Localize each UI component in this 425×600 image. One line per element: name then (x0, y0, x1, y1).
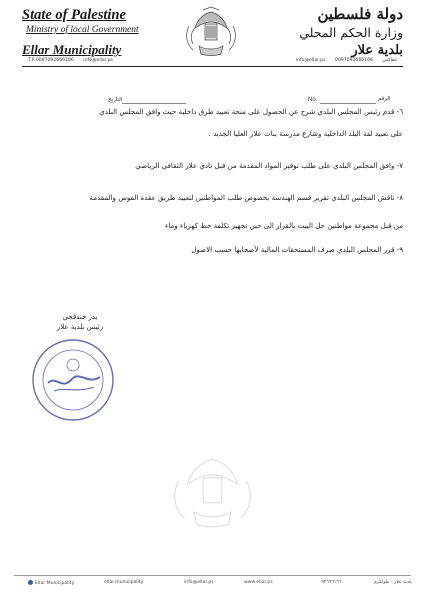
header-ar-email: info@ellar.ps (295, 58, 326, 63)
header-arabic (278, 4, 403, 60)
reference-no-label: No. (308, 97, 318, 103)
item-9: ٩- قرر المجلس البلدي صرف المستحقات المالية لأصحابها حسب الاصول (191, 245, 403, 254)
signatory-title: رئيس بلدية علار (56, 323, 104, 331)
item-8-line-1: ٨- ناقش المجلس البلدي تقرير قسم الهندسة بخصوص طلب المواطنين لتعبيد طريق عقدة القوس والمقدمة (89, 193, 403, 202)
footer-facebook-handle: ellar.municipality (104, 580, 144, 585)
signature-block (40, 312, 120, 332)
header-ar-municipality: بلدية علار (351, 43, 403, 58)
footer-website: www.ellar.ps (244, 580, 273, 585)
header-en-municipality: Ellar Municipality (22, 42, 122, 57)
header-en-email: info@ellar.ps (83, 58, 113, 63)
header-ar-ministry: وزارة الحكم المحلي (299, 25, 403, 40)
palestine-emblem-icon (181, 6, 241, 64)
reference-line (320, 103, 376, 104)
reference-ar-label: الرقم (378, 96, 391, 102)
header-divider (22, 66, 403, 67)
header-en-ministry: Ministry of local Government (26, 25, 139, 35)
header-english (22, 6, 172, 58)
item-7: ٧- وافق المجلس البلدي على طلب توفير المواد المقدمة من قبل نادي علار الثقافي الرياضي (135, 161, 403, 170)
header-contact-ar (292, 58, 401, 64)
footer-phone: ٠٩٢٦٦٦١٦٦ (319, 580, 342, 585)
header-en-phone: T.F 0097092666166 (28, 58, 74, 63)
date-label: التاريخ (108, 97, 123, 103)
item-6-line-1: ٦- قدم رئيس المجلس البلدي شرح عن الحصول على منحة تعبيد طرق داخلية حيث وافق المجلس البلدي (99, 107, 403, 116)
footer (14, 580, 411, 590)
item-8-line-2: من قبل مجموعة مواطنين جل البيت بالقرار الى حين تجهيز تكلفة خط كهرباء وماء (164, 221, 403, 230)
item-6-line-2: على تعبيد لفة البلد الداخلية وشارع مدرسة بنات علار العليا الجديد . (208, 129, 403, 138)
footer-email: info@ellar.ps (184, 580, 214, 585)
header-contact-en (24, 58, 117, 64)
date-line (122, 103, 186, 104)
footer-divider (14, 575, 411, 576)
footer-address: بلدية علار - طولكرم (374, 580, 413, 585)
header-ar-phone-label: تلفاكس (382, 58, 397, 63)
signatory-name: بدر خندقجي (62, 313, 98, 321)
header-ar-phone: 0097092666166 (334, 58, 373, 63)
letter-body (26, 107, 403, 255)
facebook-icon (28, 580, 33, 585)
emblem-watermark-icon (165, 450, 260, 540)
header-en-state: State of Palestine (22, 7, 126, 23)
official-stamp-icon (28, 335, 118, 425)
header-ar-state: دولة فلسطين (317, 5, 403, 23)
footer-facebook: Ellar Municipality (28, 580, 74, 586)
